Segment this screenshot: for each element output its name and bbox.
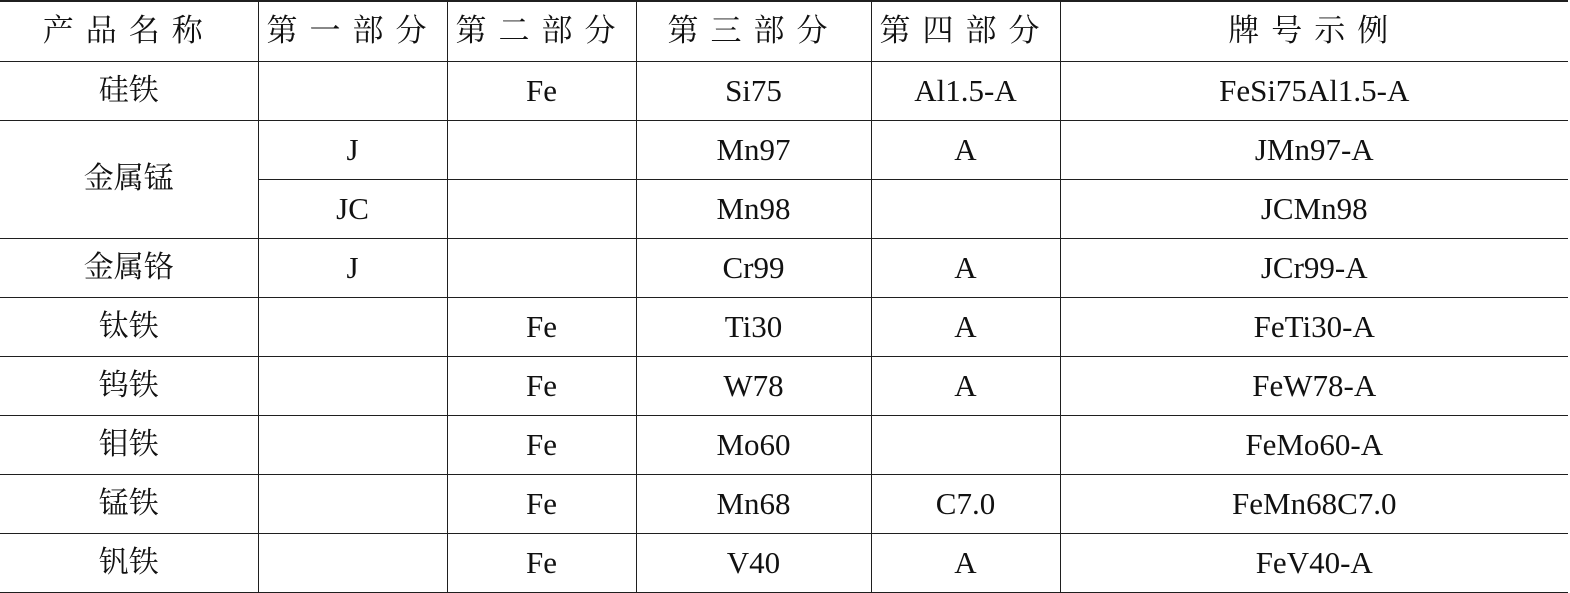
header-product-name: 产品名称 [0, 1, 258, 61]
cell-part2: Fe [447, 356, 636, 415]
cell-example: FeMn68C7.0 [1060, 474, 1568, 533]
cell-part4: A [871, 533, 1060, 592]
cell-part4 [871, 415, 1060, 474]
cell-product-name: 钒铁 [0, 533, 258, 592]
cell-part2 [447, 120, 636, 179]
header-part2: 第二部分 [447, 1, 636, 61]
cell-part3: V40 [636, 533, 871, 592]
cell-example: FeMo60-A [1060, 415, 1568, 474]
cell-part3: Ti30 [636, 297, 871, 356]
table-row [0, 297, 1568, 356]
table-row [0, 120, 1568, 179]
cell-part2: Fe [447, 61, 636, 120]
cell-part1: J [258, 120, 447, 179]
cell-product-name: 钨铁 [0, 356, 258, 415]
cell-product-name: 锰铁 [0, 474, 258, 533]
table-row [0, 61, 1568, 120]
cell-part2: Fe [447, 533, 636, 592]
cell-part3: Cr99 [636, 238, 871, 297]
cell-part4 [871, 179, 1060, 238]
cell-part3: Mo60 [636, 415, 871, 474]
cell-part4: A [871, 120, 1060, 179]
cell-part4: A [871, 297, 1060, 356]
cell-part1 [258, 61, 447, 120]
cell-part1 [258, 474, 447, 533]
header-part1: 第一部分 [258, 1, 447, 61]
cell-part2: Fe [447, 297, 636, 356]
cell-part3: Mn98 [636, 179, 871, 238]
cell-product-name: 金属锰 [0, 120, 258, 238]
cell-part3: Mn68 [636, 474, 871, 533]
cell-part3: Mn97 [636, 120, 871, 179]
cell-part2 [447, 238, 636, 297]
cell-part2 [447, 179, 636, 238]
cell-product-name: 钼铁 [0, 415, 258, 474]
cell-product-name: 金属铬 [0, 238, 258, 297]
cell-part1 [258, 415, 447, 474]
cell-example: FeTi30-A [1060, 297, 1568, 356]
table-row [0, 356, 1568, 415]
cell-product-name: 硅铁 [0, 61, 258, 120]
cell-part2: Fe [447, 474, 636, 533]
cell-part3: Si75 [636, 61, 871, 120]
cell-part1 [258, 533, 447, 592]
header-part4: 第四部分 [871, 1, 1060, 61]
cell-part4: A [871, 238, 1060, 297]
header-row [0, 1, 1568, 61]
cell-example: JMn97-A [1060, 120, 1568, 179]
cell-part2: Fe [447, 415, 636, 474]
cell-part3: W78 [636, 356, 871, 415]
cell-example: FeSi75Al1.5-A [1060, 61, 1568, 120]
cell-part1 [258, 356, 447, 415]
cell-part1 [258, 297, 447, 356]
cell-product-name: 钛铁 [0, 297, 258, 356]
cell-example: FeV40-A [1060, 533, 1568, 592]
cell-example: FeW78-A [1060, 356, 1568, 415]
cell-part1: J [258, 238, 447, 297]
cell-part1: JC [258, 179, 447, 238]
table-row [0, 474, 1568, 533]
header-example: 牌号示例 [1060, 1, 1568, 61]
table-row [0, 415, 1568, 474]
header-part3: 第三部分 [636, 1, 871, 61]
cell-part4: A [871, 356, 1060, 415]
cell-part4: C7.0 [871, 474, 1060, 533]
table-row [0, 533, 1568, 592]
cell-part4: Al1.5-A [871, 61, 1060, 120]
cell-example: JCMn98 [1060, 179, 1568, 238]
table-row [0, 238, 1568, 297]
cell-example: JCr99-A [1060, 238, 1568, 297]
